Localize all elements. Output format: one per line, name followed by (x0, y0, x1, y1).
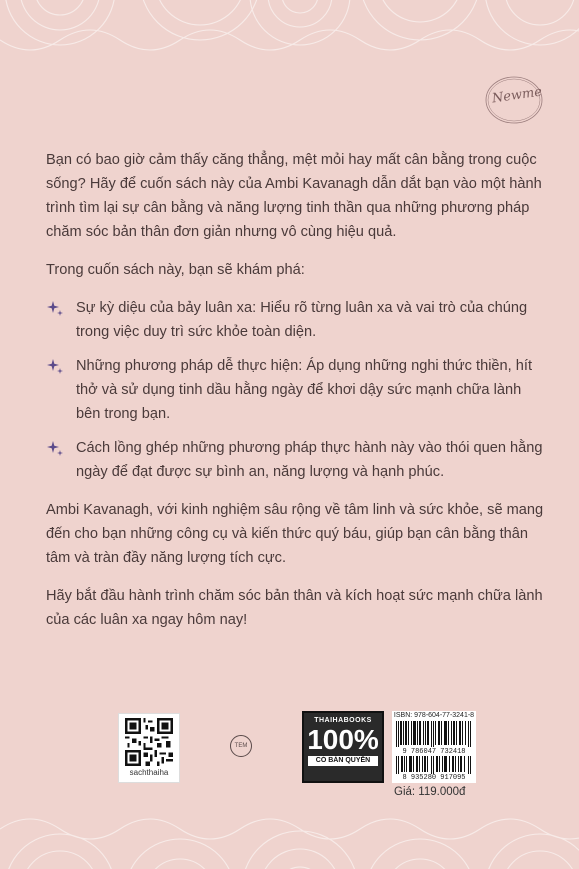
sparkle-icon (46, 439, 64, 457)
isbn-label: ISBN: 978-604-77-3241-8 (393, 712, 475, 719)
mandala-pattern-bottom (0, 809, 579, 869)
product-barcode-icon (396, 756, 472, 774)
lead-paragraph: Trong cuốn sách này, bạn sẽ khám phá: (46, 262, 305, 278)
list-item (46, 354, 546, 426)
author-paragraph: Ambi Kavanagh, với kinh nghiệm sâu rộng về tâm linh và sức khỏe, sẽ mang đến cho bạn những công cụ và kiến thức quý báu, giúp bạn cân bằng thân tâm và tràn đầy năng lượng tích cực. (46, 502, 544, 566)
list-item-text: Cách lồng ghép những phương pháp thực hành này vào thói quen hằng ngày để đạt được sự bình an, năng lượng và hạnh phúc. (76, 440, 543, 480)
list-item-text: Sự kỳ diệu của bảy luân xa: Hiểu rõ từng luân xa và vai trò của chúng trong việc duy trì sức khỏe toàn diện. (76, 300, 528, 340)
tem-stamp: TEM (230, 735, 252, 757)
badge-subtitle: CÓ BẢN QUYỀN (308, 756, 378, 766)
closing-paragraph: Hãy bắt đầu hành trình chăm sóc bản thân và kích hoạt sức mạnh chữa lành của các luân xa ngay hôm nay! (46, 588, 543, 628)
intro-paragraph: Bạn có bao giờ cảm thấy căng thẳng, mệt mỏi hay mất cân bằng trong cuộc sống? Hãy để cuốn sách này của Ambi Kavanagh dẫn dắt bạn vào một hành trình tìm lại sự cân bằng và năng lượng tinh thần qua những phương pháp chăm sóc bản thân đơn giản nhưng vô cùng hiệu quả. (46, 152, 542, 240)
sparkle-icon (46, 299, 64, 317)
mandala-pattern-top (0, 0, 579, 70)
list-item (46, 436, 546, 484)
price-label: Giá: 119.000đ (394, 786, 466, 798)
newme-logo (483, 74, 545, 126)
book-description (46, 148, 546, 646)
badge-brand: THAIHABOOKS (314, 717, 372, 724)
isbn-barcode-icon (396, 721, 472, 747)
qr-code-block (118, 713, 180, 783)
list-item (46, 296, 546, 344)
sparkle-icon (46, 357, 64, 375)
qr-code-icon (125, 718, 173, 766)
barcode-block (392, 711, 476, 783)
logo-text: Newme (491, 84, 543, 107)
qr-label: sachthaiha (129, 768, 169, 777)
badge-percent: 100% (307, 724, 379, 755)
product-barcode-digits: 8 935280 917095 (402, 774, 466, 782)
isbn-digits: 9 786047 732418 (402, 748, 466, 756)
discovery-list (46, 296, 546, 484)
list-item-text: Những phương pháp dễ thực hiện: Áp dụng những nghi thức thiền, hít thở và sử dụng tinh dầu hằng ngày để khơi dậy sức mạnh chữa lành bên trong bạn. (76, 358, 533, 422)
copyright-badge (302, 711, 384, 783)
